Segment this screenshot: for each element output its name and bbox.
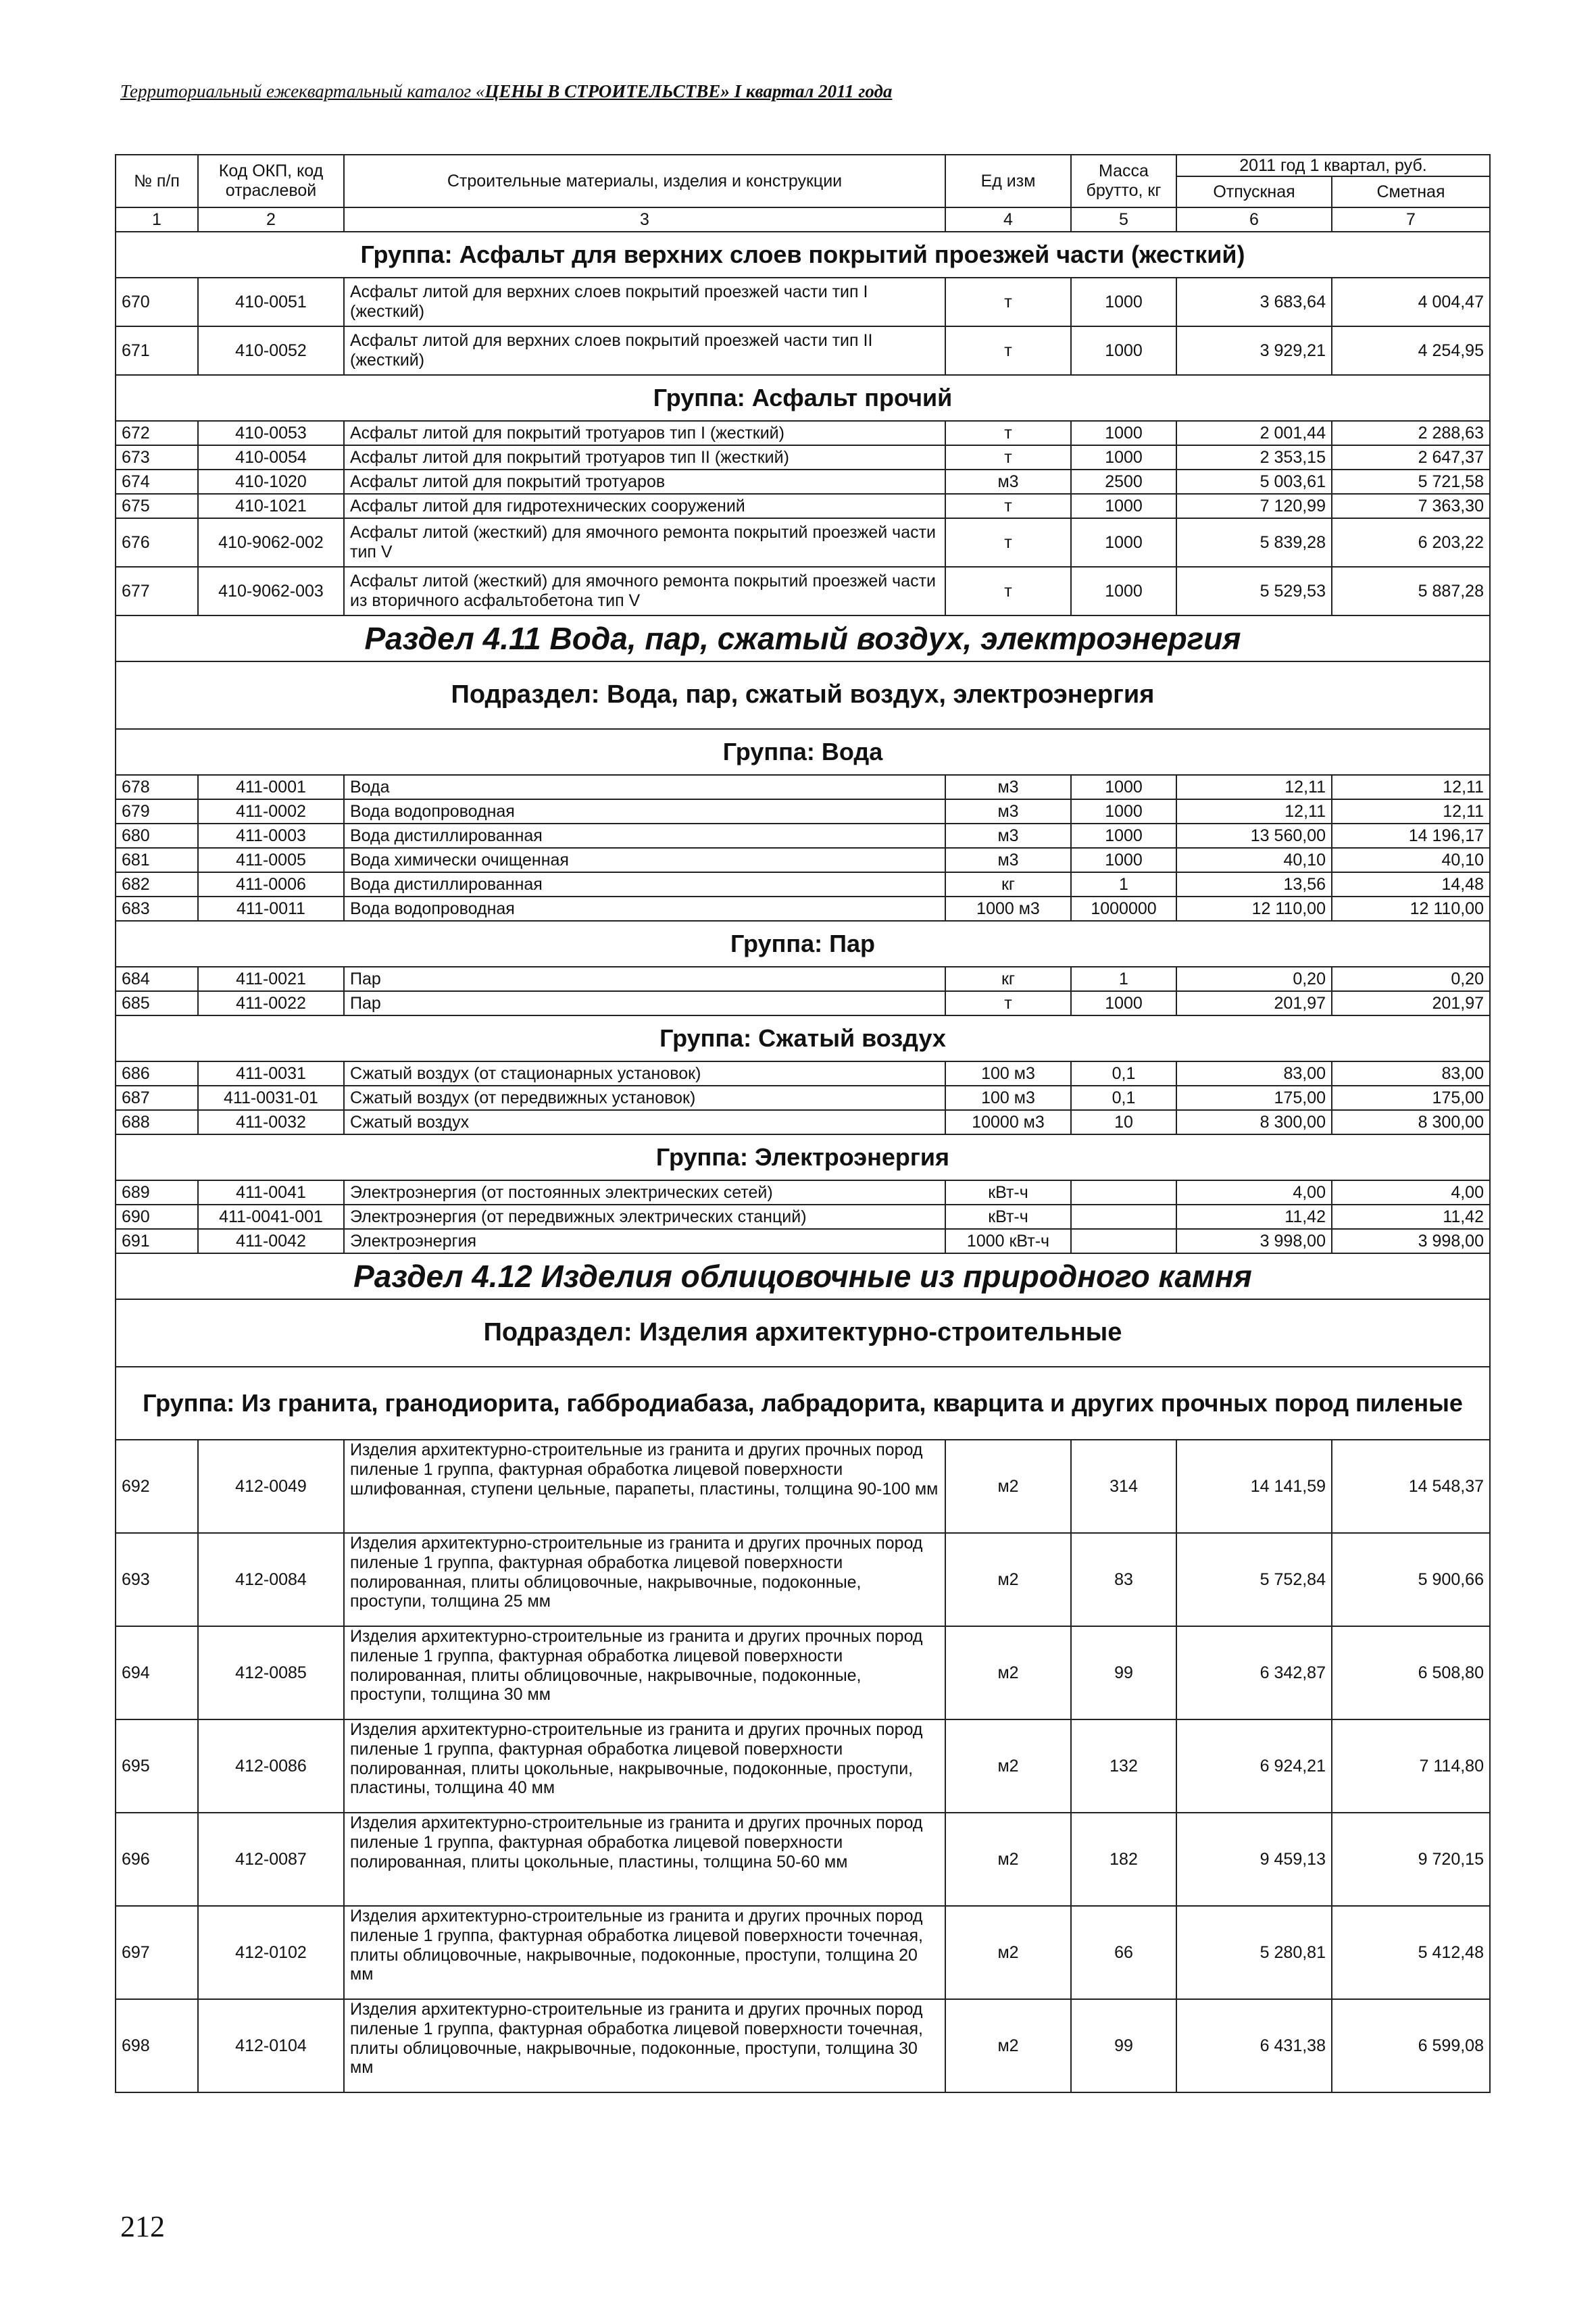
col-index: 5 [1071, 207, 1176, 232]
row-mass: 83 [1071, 1533, 1176, 1626]
row-mass: 1000 [1071, 775, 1176, 799]
row-release-price: 12 110,00 [1176, 897, 1332, 921]
row-estimate-price: 40,10 [1332, 848, 1490, 872]
table-header [116, 155, 1490, 232]
row-release-price: 3 683,64 [1176, 278, 1332, 326]
row-estimate-price: 12,11 [1332, 799, 1490, 824]
row-estimate-price: 8 300,00 [1332, 1110, 1490, 1134]
row-release-price: 175,00 [1176, 1086, 1332, 1110]
row-estimate-price: 0,20 [1332, 967, 1490, 991]
row-code: 412-0086 [198, 1719, 344, 1813]
row-code: 411-0042 [198, 1229, 344, 1253]
row-number: 671 [116, 326, 198, 375]
row-unit: м2 [945, 1813, 1071, 1906]
section-row [116, 1253, 1490, 1299]
row-estimate-price: 14 196,17 [1332, 824, 1490, 848]
row-estimate-price: 14,48 [1332, 872, 1490, 897]
col-period-header: 2011 год 1 квартал, руб. [1176, 155, 1490, 176]
row-mass: 99 [1071, 1626, 1176, 1719]
row-number: 692 [116, 1440, 198, 1533]
row-name: Асфальт литой (жесткий) для ямочного ремонта покрытий проезжей части тип V [344, 518, 945, 567]
subsection-title: Подраздел: Изделия архитектурно-строительные [116, 1299, 1490, 1367]
table-row [116, 470, 1490, 494]
row-code: 412-0049 [198, 1440, 344, 1533]
row-mass: 66 [1071, 1906, 1176, 1999]
row-mass: 182 [1071, 1813, 1176, 1906]
row-mass [1071, 1205, 1176, 1229]
row-code: 412-0085 [198, 1626, 344, 1719]
row-unit: т [945, 494, 1071, 518]
row-name: Изделия архитектурно-строительные из гранита и других прочных пород пиленые 1 группа, фактурная обработка лицевой поверхности полированная, плиты облицовочные, накрывочные, подоконные, проступи, толщина 25 мм [344, 1533, 945, 1626]
table-row [116, 848, 1490, 872]
row-estimate-price: 9 720,15 [1332, 1813, 1490, 1906]
row-number: 677 [116, 567, 198, 615]
row-code: 410-1021 [198, 494, 344, 518]
table-row [116, 1999, 1490, 2092]
row-estimate-price: 4 004,47 [1332, 278, 1490, 326]
row-name: Асфальт литой для покрытий тротуаров тип II (жесткий) [344, 445, 945, 470]
table-row [116, 518, 1490, 567]
col-index: 1 [116, 207, 198, 232]
col-index: 2 [198, 207, 344, 232]
row-code: 412-0104 [198, 1999, 344, 2092]
row-release-price: 2 353,15 [1176, 445, 1332, 470]
row-code: 411-0001 [198, 775, 344, 799]
row-mass: 1000000 [1071, 897, 1176, 921]
row-code: 412-0084 [198, 1533, 344, 1626]
row-release-price: 9 459,13 [1176, 1813, 1332, 1906]
row-unit: т [945, 278, 1071, 326]
row-release-price: 14 141,59 [1176, 1440, 1332, 1533]
table-row [116, 1229, 1490, 1253]
group-title: Группа: Электроэнергия [116, 1134, 1490, 1180]
row-code: 411-0031 [198, 1061, 344, 1086]
table-row [116, 872, 1490, 897]
row-code: 412-0087 [198, 1813, 344, 1906]
row-number: 672 [116, 421, 198, 445]
header-prefix: Территориальный ежеквартальный каталог « [120, 81, 485, 101]
col-num-header: № п/п [116, 155, 198, 207]
row-name: Пар [344, 967, 945, 991]
row-name: Асфальт литой для верхних слоев покрытий проезжей части тип I (жесткий) [344, 278, 945, 326]
table-row [116, 278, 1490, 326]
col-estimate-header: Сметная [1332, 176, 1490, 207]
row-release-price: 4,00 [1176, 1180, 1332, 1205]
row-mass: 132 [1071, 1719, 1176, 1813]
row-unit: т [945, 421, 1071, 445]
row-name: Электроэнергия (от передвижных электрических станций) [344, 1205, 945, 1229]
row-code: 411-0003 [198, 824, 344, 848]
table-body [116, 232, 1490, 2092]
row-code: 410-0052 [198, 326, 344, 375]
row-unit: т [945, 991, 1071, 1015]
row-release-price: 12,11 [1176, 799, 1332, 824]
row-name: Электроэнергия [344, 1229, 945, 1253]
row-name: Вода дистиллированная [344, 872, 945, 897]
row-number: 670 [116, 278, 198, 326]
group-row [116, 1134, 1490, 1180]
row-estimate-price: 2 647,37 [1332, 445, 1490, 470]
row-number: 697 [116, 1906, 198, 1999]
group2-row [116, 1367, 1490, 1440]
row-mass: 1000 [1071, 326, 1176, 375]
row-mass: 99 [1071, 1999, 1176, 2092]
row-estimate-price: 5 412,48 [1332, 1906, 1490, 1999]
row-name: Вода химически очищенная [344, 848, 945, 872]
row-code: 410-9062-002 [198, 518, 344, 567]
row-mass: 1000 [1071, 445, 1176, 470]
page-header [120, 81, 1134, 102]
row-estimate-price: 5 900,66 [1332, 1533, 1490, 1626]
row-number: 675 [116, 494, 198, 518]
row-name: Вода водопроводная [344, 799, 945, 824]
table-row [116, 1180, 1490, 1205]
row-estimate-price: 2 288,63 [1332, 421, 1490, 445]
row-code: 411-0031-01 [198, 1086, 344, 1110]
row-name: Асфальт литой для покрытий тротуаров [344, 470, 945, 494]
row-number: 679 [116, 799, 198, 824]
row-unit: м3 [945, 799, 1071, 824]
row-number: 698 [116, 1999, 198, 2092]
row-code: 411-0005 [198, 848, 344, 872]
table-row [116, 1205, 1490, 1229]
row-name: Сжатый воздух (от стационарных установок) [344, 1061, 945, 1086]
column-index-row [116, 207, 1490, 232]
row-name: Изделия архитектурно-строительные из гранита и других прочных пород пиленые 1 группа, фактурная обработка лицевой поверхности полированная, плиты цокольные, пластины, толщина 50-60 мм [344, 1813, 945, 1906]
row-release-price: 6 924,21 [1176, 1719, 1332, 1813]
row-estimate-price: 6 508,80 [1332, 1626, 1490, 1719]
row-release-price: 0,20 [1176, 967, 1332, 991]
row-unit: кг [945, 872, 1071, 897]
row-unit: т [945, 326, 1071, 375]
table-row [116, 897, 1490, 921]
table-row [116, 1813, 1490, 1906]
row-mass: 1000 [1071, 421, 1176, 445]
row-name: Вода [344, 775, 945, 799]
row-mass: 1000 [1071, 824, 1176, 848]
row-release-price: 3 929,21 [1176, 326, 1332, 375]
table-row [116, 567, 1490, 615]
row-estimate-price: 6 599,08 [1332, 1999, 1490, 2092]
row-name: Пар [344, 991, 945, 1015]
row-number: 695 [116, 1719, 198, 1813]
price-table [115, 154, 1491, 2093]
row-code: 411-0002 [198, 799, 344, 824]
row-mass [1071, 1180, 1176, 1205]
row-mass: 1000 [1071, 278, 1176, 326]
row-mass: 1000 [1071, 991, 1176, 1015]
row-code: 410-0054 [198, 445, 344, 470]
table-row [116, 1110, 1490, 1134]
row-mass: 314 [1071, 1440, 1176, 1533]
row-mass: 1 [1071, 967, 1176, 991]
row-number: 685 [116, 991, 198, 1015]
page-number: 212 [120, 2210, 165, 2243]
row-code: 412-0102 [198, 1906, 344, 1999]
section-title: Раздел 4.12 Изделия облицовочные из природного камня [116, 1253, 1490, 1299]
table-row [116, 1061, 1490, 1086]
header-suffix: » I квартал 2011 года [720, 81, 893, 101]
row-unit: м3 [945, 775, 1071, 799]
row-mass: 0,1 [1071, 1061, 1176, 1086]
row-release-price: 13 560,00 [1176, 824, 1332, 848]
row-number: 673 [116, 445, 198, 470]
group-row [116, 1015, 1490, 1061]
row-unit: 100 м3 [945, 1061, 1071, 1086]
group-title: Группа: Пар [116, 921, 1490, 967]
row-name: Изделия архитектурно-строительные из гранита и других прочных пород пиленые 1 группа, фактурная обработка лицевой поверхности шлифованная, ступени цельные, парапеты, пластины, толщина 90-100 мм [344, 1440, 945, 1533]
row-unit: т [945, 518, 1071, 567]
row-unit: м3 [945, 824, 1071, 848]
row-name: Изделия архитектурно-строительные из гранита и других прочных пород пиленые 1 группа, фактурная обработка лицевой поверхности полированная, плиты цокольные, накрывочные, подоконные, проступи, пластины, толщина 40 мм [344, 1719, 945, 1813]
col-index: 6 [1176, 207, 1332, 232]
row-number: 691 [116, 1229, 198, 1253]
table-row [116, 1086, 1490, 1110]
group-row [116, 921, 1490, 967]
row-unit: м3 [945, 470, 1071, 494]
table-row [116, 775, 1490, 799]
section-title: Раздел 4.11 Вода, пар, сжатый воздух, электроэнергия [116, 615, 1490, 661]
row-code: 411-0006 [198, 872, 344, 897]
header-title: ЦЕНЫ В СТРОИТЕЛЬСТВЕ [484, 81, 721, 101]
row-estimate-price: 12,11 [1332, 775, 1490, 799]
row-release-price: 6 431,38 [1176, 1999, 1332, 2092]
row-estimate-price: 11,42 [1332, 1205, 1490, 1229]
col-release-header: Отпускная [1176, 176, 1332, 207]
row-number: 683 [116, 897, 198, 921]
row-code: 411-0041-001 [198, 1205, 344, 1229]
row-code: 410-1020 [198, 470, 344, 494]
row-release-price: 7 120,99 [1176, 494, 1332, 518]
subsection-title: Подраздел: Вода, пар, сжатый воздух, электроэнергия [116, 661, 1490, 729]
row-estimate-price: 7 363,30 [1332, 494, 1490, 518]
col-unit-header: Ед изм [945, 155, 1071, 207]
row-mass: 1000 [1071, 518, 1176, 567]
col-name-header: Строительные материалы, изделия и конструкции [344, 155, 945, 207]
row-number: 696 [116, 1813, 198, 1906]
col-index: 4 [945, 207, 1071, 232]
row-name: Асфальт литой (жесткий) для ямочного ремонта покрытий проезжей части из вторичного асфальтобетона тип V [344, 567, 945, 615]
row-name: Асфальт литой для гидротехнических сооружений [344, 494, 945, 518]
row-number: 687 [116, 1086, 198, 1110]
row-unit: кВт-ч [945, 1180, 1071, 1205]
row-estimate-price: 3 998,00 [1332, 1229, 1490, 1253]
row-mass: 1000 [1071, 799, 1176, 824]
row-release-price: 5 752,84 [1176, 1533, 1332, 1626]
row-mass: 1000 [1071, 848, 1176, 872]
row-number: 682 [116, 872, 198, 897]
row-mass: 1 [1071, 872, 1176, 897]
row-unit: м2 [945, 1440, 1071, 1533]
subsection-row [116, 661, 1490, 729]
row-estimate-price: 201,97 [1332, 991, 1490, 1015]
row-number: 689 [116, 1180, 198, 1205]
table-row [116, 799, 1490, 824]
group2-title: Группа: Из гранита, гранодиорита, габбродиабаза, лабрадорита, кварцита и других прочных пород пиленые [116, 1367, 1490, 1440]
row-name: Вода дистиллированная [344, 824, 945, 848]
table-row [116, 1440, 1490, 1533]
row-release-price: 8 300,00 [1176, 1110, 1332, 1134]
row-release-price: 5 003,61 [1176, 470, 1332, 494]
row-estimate-price: 175,00 [1332, 1086, 1490, 1110]
row-unit: 1000 кВт-ч [945, 1229, 1071, 1253]
row-mass [1071, 1229, 1176, 1253]
group-title: Группа: Асфальт для верхних слоев покрытий проезжей части (жесткий) [116, 232, 1490, 278]
group-title: Группа: Вода [116, 729, 1490, 775]
row-name: Изделия архитектурно-строительные из гранита и других прочных пород пиленые 1 группа, фактурная обработка лицевой поверхности точечная, плиты облицовочные, накрывочные, подоконные, проступи, толщина 30 мм [344, 1999, 945, 2092]
row-number: 690 [116, 1205, 198, 1229]
row-unit: м2 [945, 1906, 1071, 1999]
row-name: Сжатый воздух (от передвижных установок) [344, 1086, 945, 1110]
col-mass-header: Масса брутто, кг [1071, 155, 1176, 207]
section-row [116, 615, 1490, 661]
table-row [116, 445, 1490, 470]
row-unit: кг [945, 967, 1071, 991]
group-title: Группа: Сжатый воздух [116, 1015, 1490, 1061]
table-row [116, 494, 1490, 518]
row-code: 410-0051 [198, 278, 344, 326]
table-row [116, 967, 1490, 991]
row-release-price: 11,42 [1176, 1205, 1332, 1229]
table-row [116, 1626, 1490, 1719]
row-unit: м2 [945, 1626, 1071, 1719]
row-name: Изделия архитектурно-строительные из гранита и других прочных пород пиленые 1 группа, фактурная обработка лицевой поверхности точечная, плиты облицовочные, накрывочные, подоконные, проступи, толщина 20 мм [344, 1906, 945, 1999]
subsection-row [116, 1299, 1490, 1367]
row-mass: 1000 [1071, 567, 1176, 615]
row-name: Сжатый воздух [344, 1110, 945, 1134]
row-estimate-price: 4,00 [1332, 1180, 1490, 1205]
row-unit: 10000 м3 [945, 1110, 1071, 1134]
row-release-price: 40,10 [1176, 848, 1332, 872]
col-index: 3 [344, 207, 945, 232]
row-number: 693 [116, 1533, 198, 1626]
row-estimate-price: 4 254,95 [1332, 326, 1490, 375]
row-release-price: 13,56 [1176, 872, 1332, 897]
row-release-price: 83,00 [1176, 1061, 1332, 1086]
row-mass: 1000 [1071, 494, 1176, 518]
row-code: 410-0053 [198, 421, 344, 445]
row-estimate-price: 83,00 [1332, 1061, 1490, 1086]
row-unit: м2 [945, 1719, 1071, 1813]
row-number: 674 [116, 470, 198, 494]
table-row [116, 824, 1490, 848]
row-estimate-price: 14 548,37 [1332, 1440, 1490, 1533]
table-row [116, 991, 1490, 1015]
group-row [116, 375, 1490, 421]
row-code: 411-0021 [198, 967, 344, 991]
row-number: 680 [116, 824, 198, 848]
row-number: 681 [116, 848, 198, 872]
group-title: Группа: Асфальт прочий [116, 375, 1490, 421]
table-row [116, 1906, 1490, 1999]
row-unit: м2 [945, 1999, 1071, 2092]
row-estimate-price: 6 203,22 [1332, 518, 1490, 567]
row-release-price: 2 001,44 [1176, 421, 1332, 445]
row-code: 411-0032 [198, 1110, 344, 1134]
row-unit: м2 [945, 1533, 1071, 1626]
col-code-header: Код ОКП, код отраслевой [198, 155, 344, 207]
col-index: 7 [1332, 207, 1490, 232]
row-release-price: 6 342,87 [1176, 1626, 1332, 1719]
row-release-price: 5 280,81 [1176, 1906, 1332, 1999]
row-mass: 2500 [1071, 470, 1176, 494]
row-name: Изделия архитектурно-строительные из гранита и других прочных пород пиленые 1 группа, фактурная обработка лицевой поверхности полированная, плиты облицовочные, накрывочные, подоконные, проступи, толщина 30 мм [344, 1626, 945, 1719]
row-estimate-price: 5 887,28 [1332, 567, 1490, 615]
table-row [116, 1719, 1490, 1813]
row-estimate-price: 5 721,58 [1332, 470, 1490, 494]
row-name: Асфальт литой для покрытий тротуаров тип I (жесткий) [344, 421, 945, 445]
row-name: Вода водопроводная [344, 897, 945, 921]
row-code: 411-0041 [198, 1180, 344, 1205]
row-code: 410-9062-003 [198, 567, 344, 615]
row-unit: м3 [945, 848, 1071, 872]
row-release-price: 12,11 [1176, 775, 1332, 799]
group-row [116, 729, 1490, 775]
row-unit: т [945, 445, 1071, 470]
row-release-price: 3 998,00 [1176, 1229, 1332, 1253]
row-release-price: 5 529,53 [1176, 567, 1332, 615]
row-unit: кВт-ч [945, 1205, 1071, 1229]
row-name: Асфальт литой для верхних слоев покрытий проезжей части тип II (жесткий) [344, 326, 945, 375]
row-unit: 1000 м3 [945, 897, 1071, 921]
row-number: 676 [116, 518, 198, 567]
row-number: 678 [116, 775, 198, 799]
row-release-price: 5 839,28 [1176, 518, 1332, 567]
row-code: 411-0022 [198, 991, 344, 1015]
group-row [116, 232, 1490, 278]
row-unit: т [945, 567, 1071, 615]
row-unit: 100 м3 [945, 1086, 1071, 1110]
row-name: Электроэнергия (от постоянных электрических сетей) [344, 1180, 945, 1205]
row-estimate-price: 12 110,00 [1332, 897, 1490, 921]
row-release-price: 201,97 [1176, 991, 1332, 1015]
row-number: 686 [116, 1061, 198, 1086]
row-number: 688 [116, 1110, 198, 1134]
row-code: 411-0011 [198, 897, 344, 921]
row-number: 694 [116, 1626, 198, 1719]
row-estimate-price: 7 114,80 [1332, 1719, 1490, 1813]
table-row [116, 421, 1490, 445]
row-number: 684 [116, 967, 198, 991]
table-row [116, 326, 1490, 375]
row-mass: 10 [1071, 1110, 1176, 1134]
row-mass: 0,1 [1071, 1086, 1176, 1110]
table-row [116, 1533, 1490, 1626]
